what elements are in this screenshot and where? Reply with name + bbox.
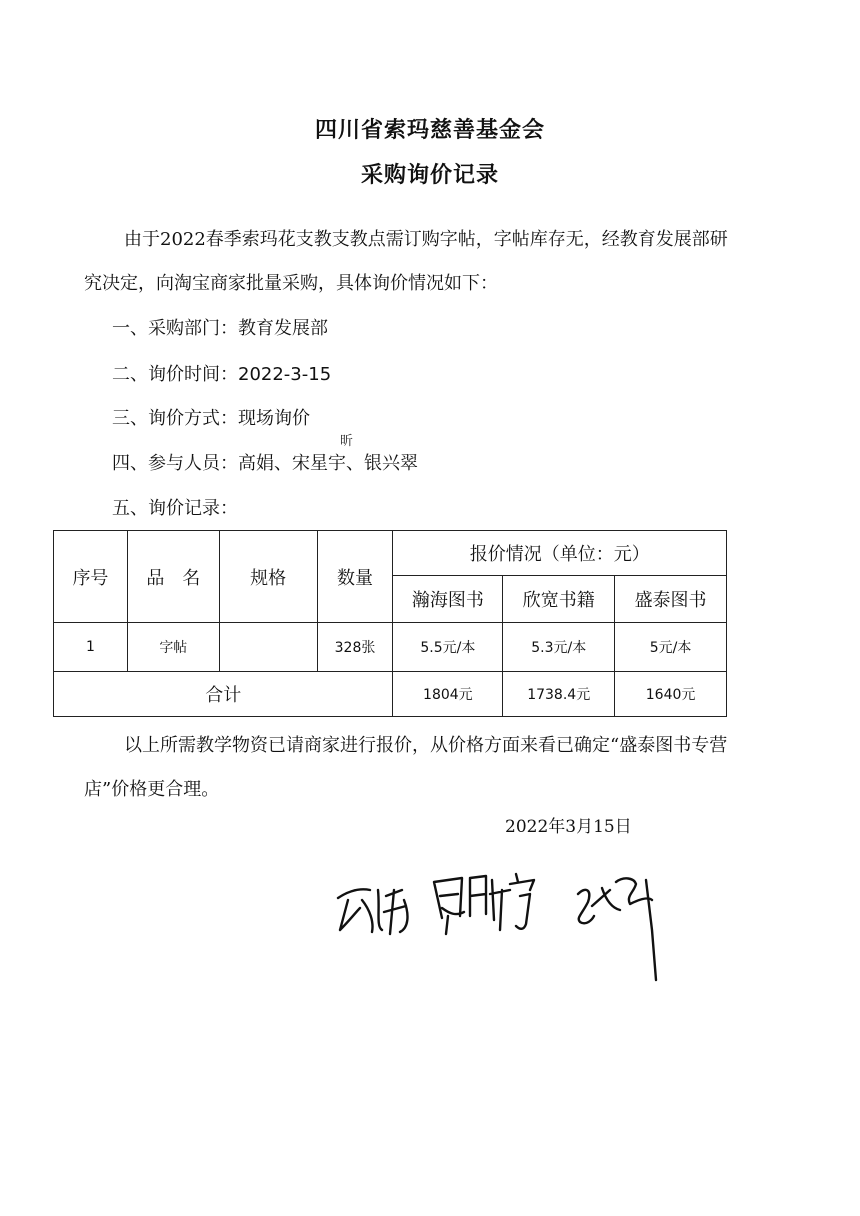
cell-price-3: 5元/本 [615, 623, 727, 672]
item-department-value: 教育发展部 [238, 318, 328, 339]
item-time: 二、询价时间：2022-3-15 [112, 364, 332, 385]
cell-price-2: 5.3元/本 [503, 623, 615, 672]
header-seq: 序号 [54, 531, 128, 623]
item-participants-value: 高娟、宋星宇、银兴翠 [238, 453, 418, 474]
item-department: 一、采购部门：教育发展部 [112, 318, 328, 339]
intro-paragraph: 由于2022春季索玛花支教支教点需订购字帖，字帖库存无，经教育发展部研究决定，向淘宝商家批量采购，具体询价情况如下： [84, 229, 728, 294]
table-row [54, 623, 727, 672]
signature-3 [578, 878, 656, 980]
header-vendor-3: 盛泰图书 [615, 576, 727, 623]
cell-qty: 328张 [317, 623, 393, 672]
conclusion-paragraph: 以上所需教学物资已请商家进行报价，从价格方面来看已确定“盛泰图书专营店”价格更合理。 [84, 735, 728, 800]
item-method: 三、询价方式：现场询价 [112, 408, 310, 429]
total-3: 1640元 [615, 672, 727, 717]
total-label: 合计 [54, 672, 393, 717]
total-1: 1804元 [393, 672, 503, 717]
doc-title: 采购询价记录 [360, 163, 499, 188]
signature-2 [434, 874, 534, 934]
header-name: 品 名 [127, 531, 219, 623]
org-title: 四川省索玛慈善基金会 [314, 118, 545, 143]
total-2: 1738.4元 [503, 672, 615, 717]
handwritten-correction: 昕 [340, 434, 354, 449]
item-records: 五、询价记录： [112, 498, 238, 519]
cell-seq: 1 [54, 623, 128, 672]
header-vendor-1: 瀚海图书 [393, 576, 503, 623]
cell-name: 字帖 [127, 623, 219, 672]
header-vendor-2: 欣宽书籍 [503, 576, 615, 623]
header-spec: 规格 [219, 531, 317, 623]
header-quote-group: 报价情况（单位：元） [393, 531, 727, 576]
total-row [54, 672, 727, 717]
header-qty: 数量 [317, 531, 393, 623]
quote-table [53, 530, 727, 717]
item-time-value: 2022-3-15 [238, 364, 332, 385]
signature-1 [338, 889, 407, 934]
document-date: 2022年3月15日 [505, 817, 632, 837]
cell-price-1: 5.5元/本 [393, 623, 503, 672]
item-method-value: 现场询价 [238, 408, 310, 429]
signatures [330, 860, 690, 990]
item-participants: 四、参与人员：高娟、宋星宇、银兴翠 [112, 453, 418, 474]
cell-spec [219, 623, 317, 672]
